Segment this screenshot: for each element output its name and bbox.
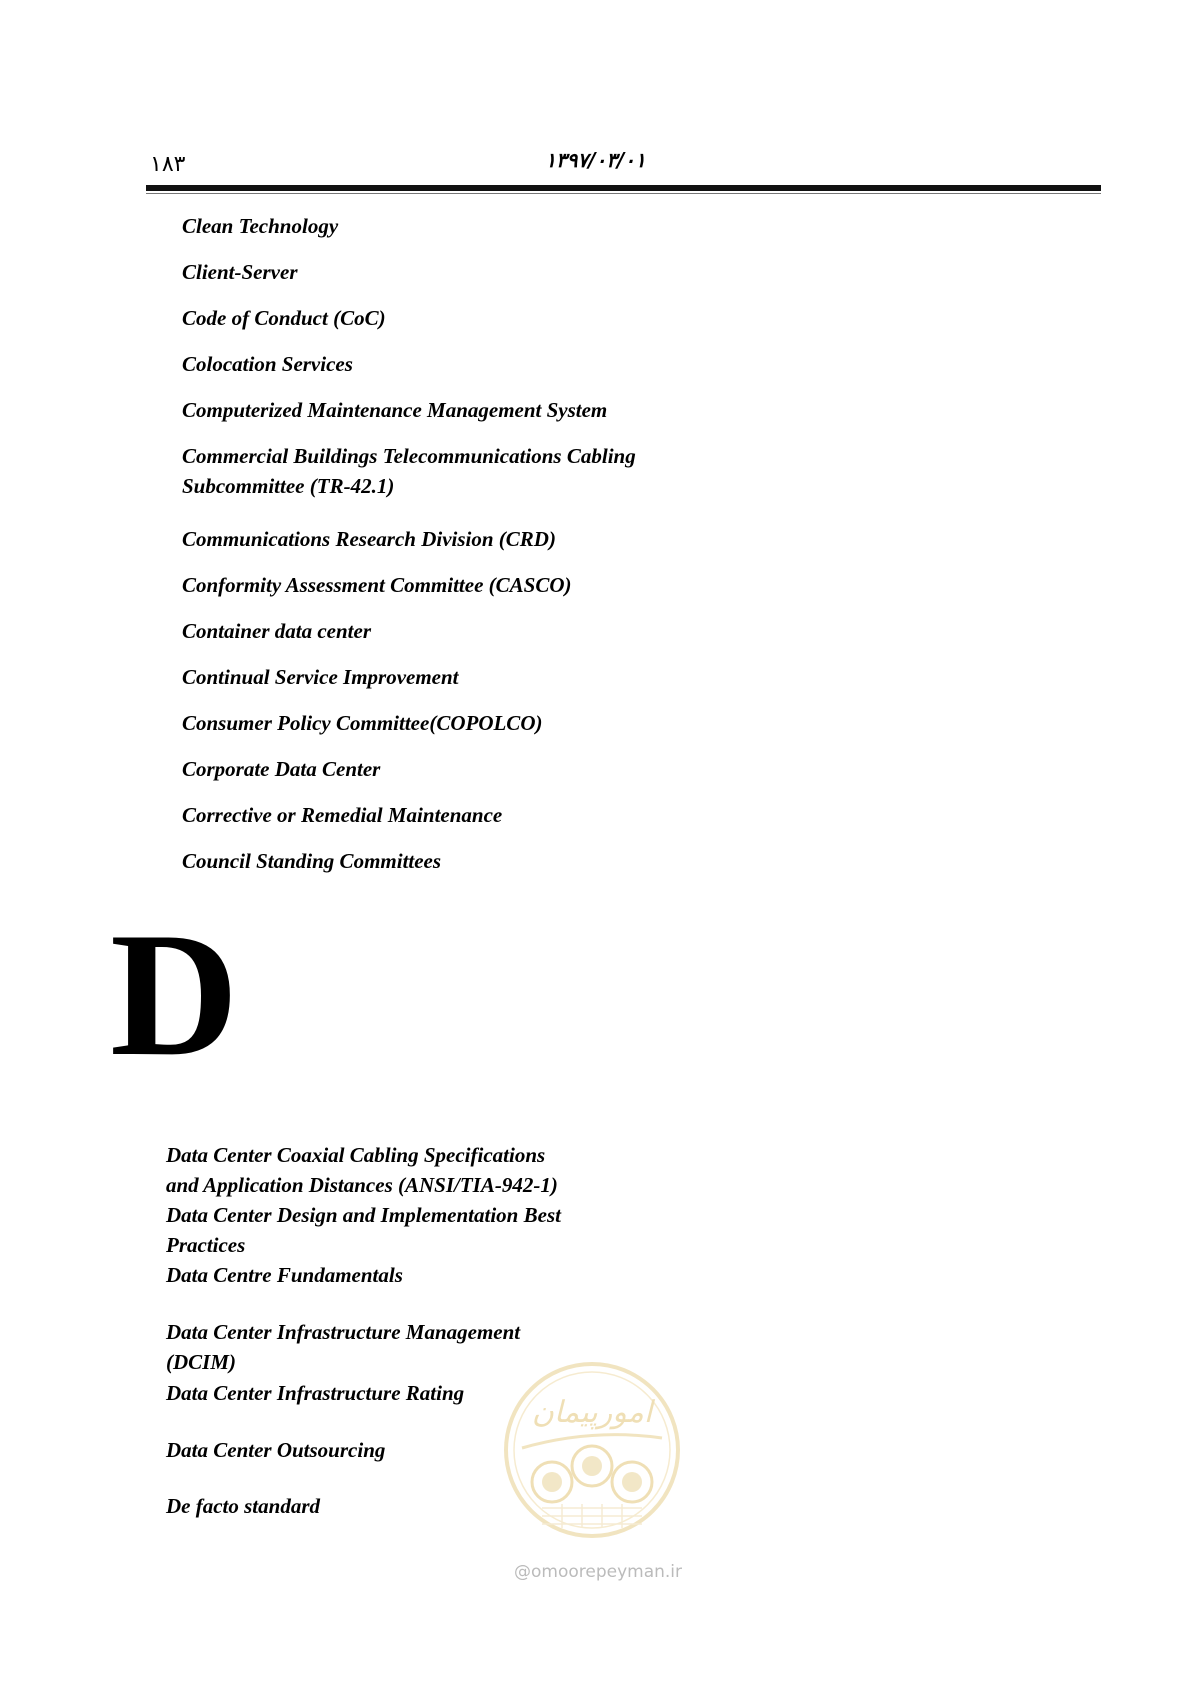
term-en-continued: (DCIM) [166, 1350, 237, 1374]
term-en: Consumer Policy Committee(COPOLCO) [182, 711, 543, 735]
term-en: Continual Service Improvement [182, 665, 459, 689]
term-en: Data Center Outsourcing [166, 1438, 386, 1462]
watermark-logo-text: امورپیمان [531, 1395, 653, 1430]
term-en-continued: and Application Distances (ANSI/TIA-942-1) [166, 1173, 558, 1197]
watermark-seal [502, 1360, 682, 1540]
term-en-continued: Practices [166, 1233, 246, 1257]
term-en: Commercial Buildings Telecommunications Cabling [182, 444, 636, 468]
section-letter: D [110, 895, 239, 1093]
term-en: Data Center Design and Implementation Best [166, 1203, 561, 1227]
term-en: Communications Research Division (CRD) [182, 527, 556, 551]
term-en-continued: Subcommittee (TR-42.1) [182, 474, 395, 498]
term-en: Computerized Maintenance Management System [182, 398, 608, 422]
term-en: Corporate Data Center [182, 757, 381, 781]
header-date: ۱۳۹۷/۰۳/۰۱ [545, 148, 646, 172]
term-en: Client-Server [182, 260, 298, 284]
term-en: Corrective or Remedial Maintenance [182, 803, 503, 827]
term-en: Conformity Assessment Committee (CASCO) [182, 573, 572, 597]
term-en: Data Center Infrastructure Rating [166, 1381, 465, 1405]
page-number: ۱۸۳ [150, 152, 186, 177]
term-en: Container data center [182, 619, 372, 643]
term-en: Data Centre Fundamentals [166, 1263, 403, 1287]
term-en: Colocation Services [182, 352, 353, 376]
term-en: Clean Technology [182, 214, 339, 238]
term-en: Council Standing Committees [182, 849, 442, 873]
watermark-site: @omoorepeyman.ir [514, 1562, 683, 1582]
header-rule [146, 185, 1101, 191]
header-rule-thin [146, 193, 1101, 194]
term-en: De facto standard [166, 1494, 320, 1518]
term-en: Data Center Coaxial Cabling Specifications [166, 1143, 546, 1167]
term-en: Code of Conduct (CoC) [182, 306, 386, 330]
term-en: Data Center Infrastructure Management [166, 1320, 521, 1344]
